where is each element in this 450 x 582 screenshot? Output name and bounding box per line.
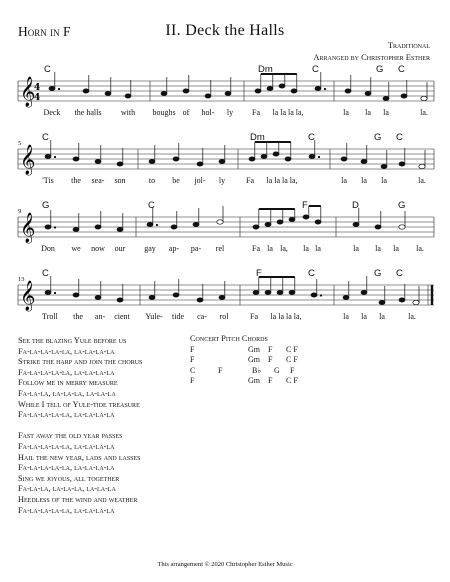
chord-symbol: C [398, 64, 405, 75]
chord-symbol: C [396, 132, 403, 143]
chord-row [190, 376, 320, 387]
lyric-syllable: we [71, 244, 81, 253]
verse-line: Fast away the old year passes [18, 431, 123, 441]
lyric-syllable: la. [408, 312, 416, 321]
chord-cell: F [268, 376, 273, 386]
lyric-syllable: boughs [152, 108, 176, 117]
measure-number: 5 [18, 140, 22, 147]
lyric-syllable: la [375, 244, 381, 253]
lyric-syllable: the halls [74, 108, 102, 117]
lyric-syllable: hol- [201, 108, 215, 117]
lyric-syllable: be [172, 176, 180, 185]
chord-cell: F [190, 344, 195, 354]
verse-lyrics [18, 336, 142, 516]
lyric-syllable: la. [420, 108, 428, 117]
chord-symbol: C [308, 132, 315, 143]
lyric-syllable: jol- [194, 176, 206, 185]
lyric-syllable: sea- [91, 176, 105, 185]
verse-line: Sing we joyous, all together [18, 473, 120, 483]
lyric-syllable: cient [114, 312, 130, 321]
lyric-syllable: to [148, 176, 156, 185]
lyric-syllable: Fa [252, 244, 260, 253]
chord-cell: Gm [248, 355, 260, 365]
lyric-syllable: la la la la, [266, 176, 298, 185]
chord-symbol: F [256, 268, 262, 279]
lyric-syllable: la [267, 244, 273, 253]
verse-line: Fa-la-la-la-la, la-la-la-la [18, 346, 115, 356]
lyric-syllable: la [303, 244, 309, 253]
verse-line: Heedless of the wind and weather [18, 494, 138, 504]
lyric-syllable: la [383, 108, 389, 117]
lyric-syllable: la [361, 176, 367, 185]
lyric-syllable: la [343, 108, 349, 117]
time-signature: 4 [34, 83, 41, 93]
piece-title: II. Deck the Halls [165, 22, 285, 39]
lyric-syllable: la [341, 176, 347, 185]
lyric-syllable: la [343, 312, 349, 321]
chord-symbol: Dm [250, 132, 265, 143]
chord-symbol: D [352, 200, 359, 211]
lyric-syllable: la [353, 244, 359, 253]
lyric-syllable: la la la la, [270, 312, 302, 321]
lyric-syllable: ap- [168, 244, 180, 253]
lyric-syllable: the [71, 176, 81, 185]
lyric-syllable: Fa [252, 108, 260, 117]
verse-line: While I tell of Yule-tide treasure [18, 399, 140, 409]
chord-cell: C F [286, 376, 298, 386]
arranger-credit: Arranged by Christopher Esther [313, 52, 430, 62]
chord-row [190, 355, 320, 366]
chord-cell: Gm [248, 376, 260, 386]
chord-cell: F [268, 344, 273, 354]
treble-clef-icon: 𝄞 [20, 145, 36, 175]
chord-cell: F [268, 355, 273, 365]
verse-line: See the blazing Yule before us [18, 336, 127, 345]
measure-number: 9 [18, 208, 22, 215]
chord-symbol: G [376, 64, 384, 75]
chord-cell: C [190, 365, 196, 375]
verse-line: Fa-la-la-la-la, la-la-la-la [18, 463, 115, 473]
chord-symbol: F [302, 200, 308, 211]
lyric-syllable: gay [144, 244, 156, 253]
chord-symbol: C [308, 268, 315, 279]
verse-line: Fa-la-la, la-la-la, la-la-la [18, 388, 116, 398]
lyric-syllable: ca- [197, 312, 207, 321]
treble-clef-icon: 𝄞 [20, 77, 36, 107]
verse-line: Fa-la-la-la-la, la-la-la-la [18, 410, 115, 420]
concert-pitch-chords [190, 334, 320, 387]
lyric-syllable: rel [215, 244, 225, 253]
chord-cell: G [274, 365, 280, 375]
lyric-syllable: an- [94, 312, 106, 321]
chord-symbol: G [42, 200, 50, 211]
lyric-syllable: ly [226, 108, 234, 117]
chord-cell: F [218, 365, 223, 375]
lyric-syllable: pa- [190, 244, 202, 253]
chord-symbol: C [396, 268, 403, 279]
composer-credit: Traditional [387, 40, 430, 50]
verse-line: Hail the new year, lads and lasses [18, 452, 141, 462]
lyric-syllable: Troll [42, 312, 58, 321]
instrument-label: Horn in F [18, 24, 71, 39]
lyric-syllable: Don [41, 244, 55, 253]
chord-symbol: Dm [258, 64, 273, 75]
verse-line: Follow me in merry measure [18, 378, 118, 388]
chord-symbol: C [312, 64, 319, 75]
lyric-syllable: 'Tis [42, 176, 54, 185]
chord-symbol: C [148, 200, 155, 211]
lyric-syllable: la [393, 244, 399, 253]
lyric-syllable: Yule- [145, 312, 163, 321]
lyric-syllable: la [381, 176, 387, 185]
chord-symbol: G [374, 268, 382, 279]
lyric-syllable: now [91, 244, 105, 253]
chord-row [190, 366, 320, 377]
lyric-syllable: the [73, 312, 83, 321]
chord-cell: F [190, 376, 195, 386]
lyric-syllable: Fa [250, 312, 258, 321]
verse-line: Fa-la-la, la-la-la, la-la-la [18, 484, 116, 494]
copyright-footer: This arrangement © 2020 Christopher Esther Music [157, 561, 293, 568]
lyric-syllable: tide [172, 312, 184, 321]
svg-text:4: 4 [34, 93, 41, 103]
lyric-syllable: la, [280, 244, 288, 253]
chord-cell: B♭ [252, 365, 262, 375]
lyric-syllable: la. [418, 176, 426, 185]
chord-cell: F [290, 365, 295, 375]
lyric-syllable: son [114, 176, 126, 185]
concert-pitch-heading: Concert Pitch Chords [190, 334, 268, 343]
verse-line: Strike the harp and join the chorus [18, 357, 143, 367]
chord-symbol: C [42, 268, 49, 279]
chord-symbol: G [398, 200, 406, 211]
verse-line: Fa-la-la-la-la, la-la-la-la [18, 505, 115, 515]
chord-symbol: C [42, 132, 49, 143]
lyric-syllable: la [379, 312, 385, 321]
lyric-syllable: of [182, 108, 190, 117]
lyric-syllable: la [365, 108, 371, 117]
lyric-syllable: Fa [246, 176, 254, 185]
lyric-syllable: ly [218, 176, 226, 185]
lyric-syllable: with [120, 108, 136, 117]
measure-number: 13 [18, 276, 25, 283]
verse-line: Fa-la-la-la-la, la-la-la-la [18, 367, 115, 377]
lyric-syllable: rol [219, 312, 229, 321]
treble-clef-icon: 𝄞 [20, 213, 36, 243]
treble-clef-icon: 𝄞 [20, 281, 36, 311]
lyric-syllable: la [361, 312, 367, 321]
chord-cell: Gm [248, 344, 260, 354]
lyric-syllable: la. [416, 244, 424, 253]
lyric-syllable: la [315, 244, 321, 253]
chord-cell: C F [286, 344, 298, 354]
lyric-syllable: la la la la, [272, 108, 304, 117]
chord-cell: C F [286, 355, 298, 365]
verse-line: Fa-la-la-la-la, la-la-la-la [18, 441, 115, 451]
lyric-syllable: Deck [43, 108, 61, 117]
lyric-syllable: our [114, 244, 126, 253]
chord-row [190, 345, 320, 356]
chord-cell: F [190, 355, 195, 365]
chord-symbol: G [374, 132, 382, 143]
chord-symbol: C [44, 64, 51, 75]
